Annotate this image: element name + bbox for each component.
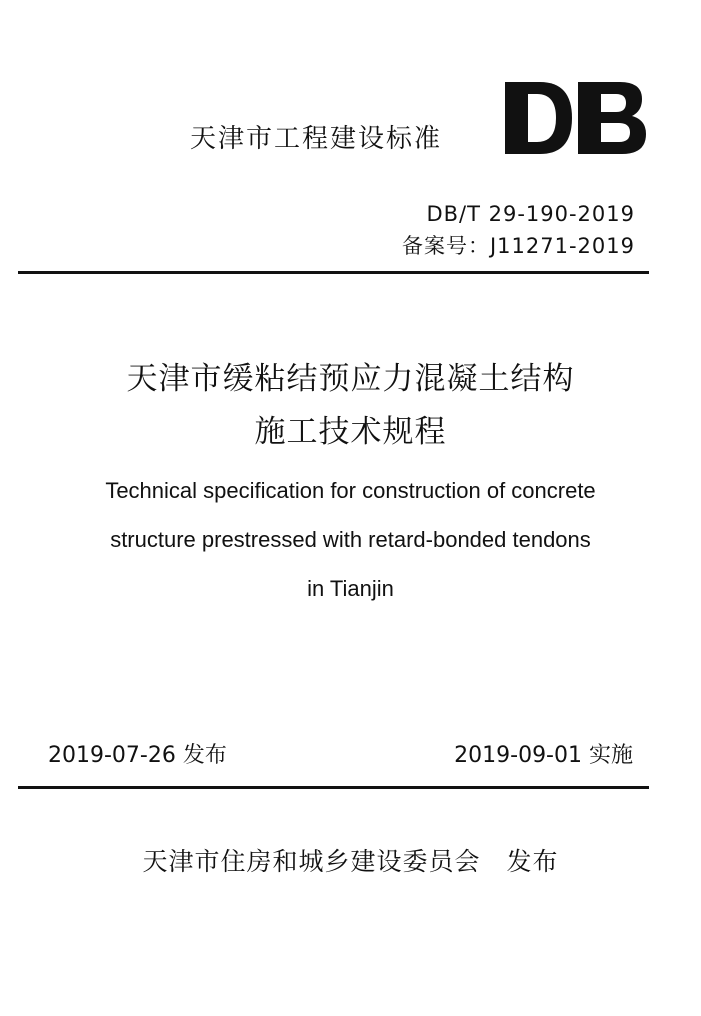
issuer-line [0,842,701,878]
top-divider [18,271,649,274]
record-number: 备案号：J11271-2019 [401,234,635,258]
title-en-line-1: Technical specification for construction of concrete [105,478,596,503]
title-cn-line-2: 施工技术规程 [254,414,447,450]
title-cn-line-1: 天津市缓粘结预应力混凝土结构 [126,361,575,397]
standard-type-label: 天津市工程建设标准 [190,124,443,154]
bottom-divider [18,786,649,789]
issue-date: 2019-07-26 发布 [48,743,227,768]
issuer-name: 天津市住房和城乡建设委员会 [142,847,481,876]
issuer-action: 发布 [506,847,559,876]
standard-number: DB/T 29-190-2019 [426,202,635,226]
code-block [402,198,635,262]
title-en-line-3: in Tianjin [307,576,394,601]
title-en-line-2: structure prestressed with retard-bonded tendons [110,527,591,552]
implementation-date: 2019-09-01 实施 [454,743,633,768]
db-logo [500,78,650,158]
